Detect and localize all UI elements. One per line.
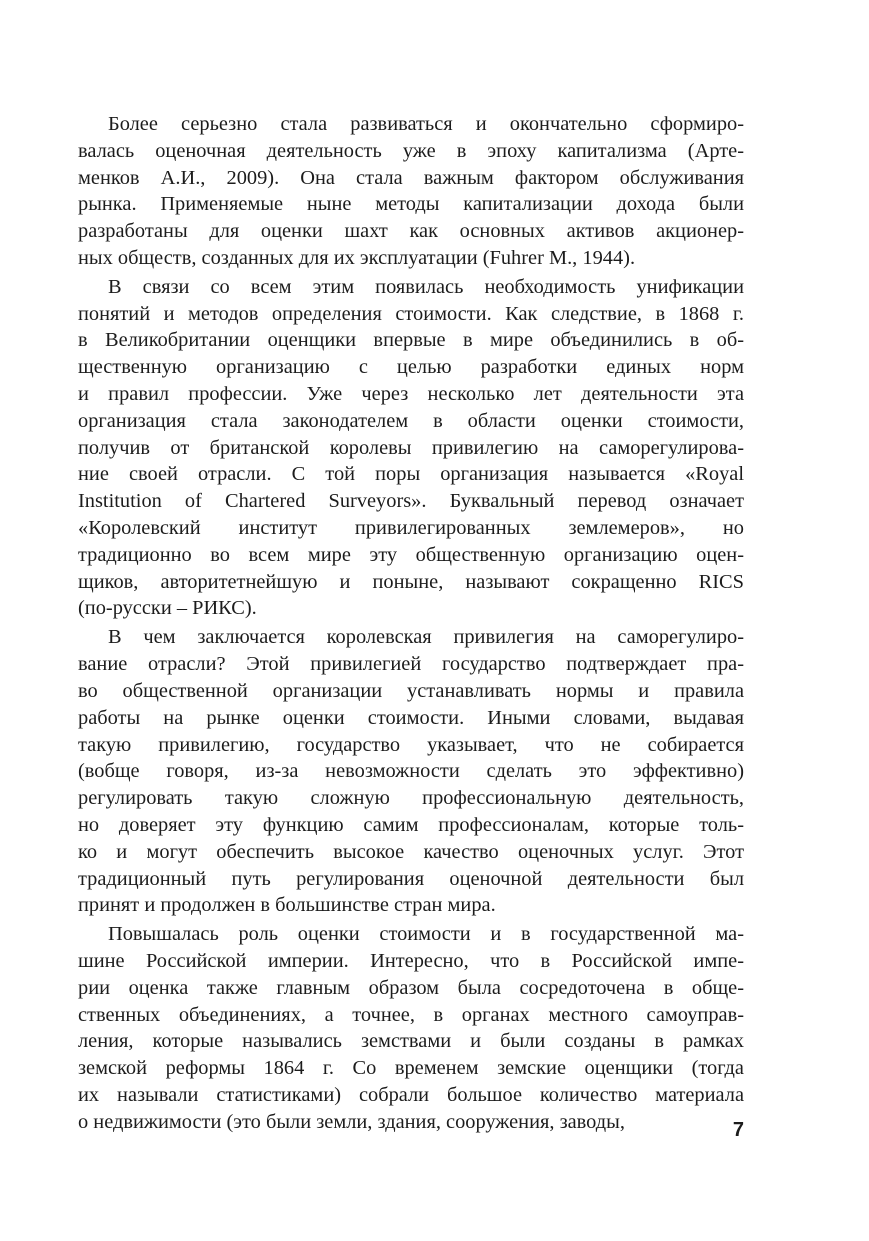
text-line: Повышалась роль оценки стоимости и в государственной ма- xyxy=(108,923,744,946)
text-line: работы на рынке оценки стоимости. Иными словами, выдавая xyxy=(78,706,744,729)
text-line: (вобще говоря, из-за невозможности сделать это эффективно) xyxy=(78,760,744,783)
text-line: разработаны для оценки шахт как основных активов акционер- xyxy=(78,220,744,243)
text-line: земской реформы 1864 г. Со временем земские оценщики (тогда xyxy=(78,1057,744,1080)
body-text xyxy=(78,111,744,1138)
text-line: щественную организацию с целью разработки единых норм xyxy=(78,356,744,379)
text-line: организация стала законодателем в области оценки стоимости, xyxy=(78,409,744,432)
text-line: их называли статистиками) собрали большое количество материала xyxy=(78,1083,744,1106)
paragraph xyxy=(78,624,744,919)
text-line: ние своей отрасли. С той поры организация называется «Royal xyxy=(78,463,744,486)
text-line: шине Российской империи. Интересно, что в Российской импе- xyxy=(78,949,744,972)
text-line: но доверяет эту функцию самим профессионалам, которые толь- xyxy=(78,813,744,836)
text-line: ления, которые назывались земствами и были созданы в рамках xyxy=(78,1030,744,1053)
text-line: ственных объединениях, а точнее, в органах местного самоуправ- xyxy=(78,1003,744,1026)
text-line: получив от британской королевы привилегию на саморегулирова- xyxy=(78,436,744,459)
text-line: и правил профессии. Уже через несколько лет деятельности эта xyxy=(78,383,744,406)
text-line: о недвижимости (это были земли, здания, сооружения, заводы, xyxy=(78,1110,625,1133)
text-line: принят и продолжен в большинстве стран мира. xyxy=(78,894,496,917)
text-line: ко и могут обеспечить высокое качество оценочных услуг. Этот xyxy=(78,840,744,863)
page-number: 7 xyxy=(732,1119,744,1141)
text-line: В чем заключается королевская привилегия на саморегулиро- xyxy=(108,626,744,649)
text-line: во общественной организации устанавливать нормы и правила xyxy=(78,679,744,702)
text-line: рии оценка также главным образом была сосредоточена в обще- xyxy=(78,976,744,999)
paragraph xyxy=(78,274,744,622)
paragraph xyxy=(78,921,744,1135)
paragraph xyxy=(78,111,744,272)
text-line: Institution of Chartered Surveyors». Буквальный перевод означает xyxy=(78,490,744,513)
text-line: щиков, авторитетнейшую и поныне, называют сокращенно RICS xyxy=(78,570,744,593)
text-line: регулировать такую сложную профессиональную деятельность, xyxy=(78,787,744,810)
text-line: «Королевский институт привилегированных землемеров», но xyxy=(78,517,744,540)
text-line: вание отрасли? Этой привилегией государство подтверждает пра- xyxy=(78,653,744,676)
text-line: традиционно во всем мире эту общественную организацию оцен- xyxy=(78,543,744,566)
text-line: традиционный путь регулирования оценочной деятельности был xyxy=(78,867,744,890)
text-line: рынка. Применяемые ныне методы капитализации дохода были xyxy=(78,193,744,216)
text-line: В связи со всем этим появилась необходимость унификации xyxy=(108,275,744,298)
text-line: валась оценочная деятельность уже в эпоху капитализма (Арте- xyxy=(78,139,744,162)
text-line: понятий и методов определения стоимости. Как следствие, в 1868 г. xyxy=(78,302,744,325)
text-line: в Великобритании оценщики впервые в мире объединились в об- xyxy=(78,329,744,352)
text-line: менков А.И., 2009). Она стала важным фактором обслуживания xyxy=(78,166,744,189)
text-line: такую привилегию, государство указывает, что не собирается xyxy=(78,733,744,756)
text-line: ных обществ, созданных для их эксплуатации (Fuhrer M., 1944). xyxy=(78,246,636,269)
text-line: (по-русски – РИКС). xyxy=(78,597,257,620)
text-line: Более серьезно стала развиваться и окончательно сформиро- xyxy=(108,113,744,135)
